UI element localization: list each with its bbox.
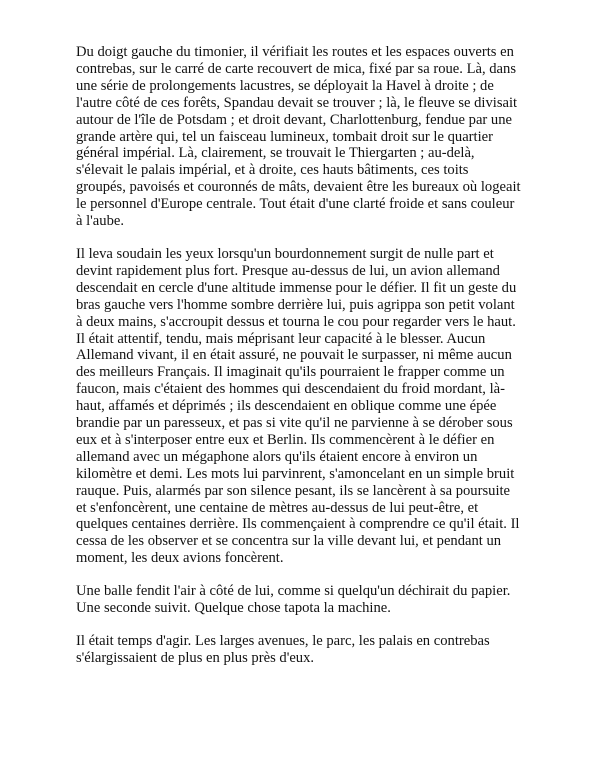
text-line: à deux mains, s'accroupit dessus et tourna le cou pour regarder vers le haut. [76, 313, 516, 330]
text-line: kilomètre et demi. Les mots lui parvinrent, s'amoncelant en un simple bruit [76, 465, 515, 482]
text-line: eux et à s'interposer entre eux et Berlin. Ils commencèrent à le défier en [76, 431, 495, 448]
document-page [76, 44, 546, 683]
paragraph-4 [76, 633, 546, 667]
text-line: Il était temps d'agir. Les larges avenues, le parc, les palais en contrebas [76, 633, 490, 649]
text-line: devint rapidement plus fort. Presque au-dessus de lui, un avion allemand [76, 262, 500, 279]
text-line: autour de l'île de Potsdam ; et droit devant, Charlottenburg, fendue par une [76, 111, 513, 128]
text-line: s'élevait le palais impérial, et à droite, ces hauts bâtiments, ces toits [76, 162, 469, 179]
paragraph-1 [76, 44, 546, 230]
text-line: et s'enfoncèrent, une centaine de mètres au-dessus de lui peut-être, et [76, 499, 479, 516]
text-line: rauque. Puis, alarmés par son silence pesant, ils se lancèrent à sa poursuite [76, 482, 511, 499]
text-line: Il leva soudain les yeux lorsqu'un bourdonnement surgit de nulle part et [76, 245, 494, 262]
text-line: haut, affamés et déprimés ; ils descendaient en oblique comme une épée [76, 398, 497, 415]
text-line: Il était attentif, tendu, mais méprisant leur capacité à le blesser. Aucun [76, 330, 486, 347]
text-line: l'autre côté de ces forêts, Spandau devait se trouver ; là, le fleuve se divisait [76, 94, 518, 111]
text-line: des meilleurs Français. Il imaginait qu'ils pourraient le frapper comme un [76, 364, 505, 381]
text-line: quelques centaines derrière. Ils commençaient à comprendre ce qu'il était. Il [76, 516, 520, 533]
text-line: Allemand vivant, il en était assuré, ne pouvait le surpasser, ni même aucun [76, 347, 512, 364]
text-line: le personnel d'Europe centrale. Tout était d'une clarté froide et sans couleur [76, 196, 515, 213]
text-line: descendait en cercle d'une altitude immense pour le défier. Il fit un geste du [76, 279, 517, 296]
text-line: allemand avec un mégaphone alors qu'ils étaient encore à environ un [76, 448, 478, 465]
paragraph-3 [76, 583, 546, 617]
text-line: faucon, mais c'étaient des hommes qui descendaient du froid mordant, là- [76, 381, 505, 398]
text-line: général impérial. Là, clairement, se trouvait le Thiergarten ; au-delà, [76, 145, 475, 162]
text-line: grande artère qui, tel un faisceau lumineux, tombait droit sur le quartier [76, 128, 493, 145]
text-line: Du doigt gauche du timonier, il vérifiait les routes et les espaces ouverts en [76, 44, 514, 60]
text-line: Une balle fendit l'air à côté de lui, comme si quelqu'un déchirait du papier. [76, 583, 511, 600]
text-line: groupés, pavoisés et couronnés de mâts, devaient être les bureaux où logeait [76, 179, 521, 196]
text-line: contrebas, sur le carré de carte recouvert de mica, fixé par sa roue. Là, dans [76, 60, 517, 77]
text-line: moment, les deux avions foncèrent. [76, 550, 284, 567]
text-line: une série de prolongements lacustres, se déployait la Havel à droite ; de [76, 77, 494, 94]
text-line: à l'aube. [76, 213, 125, 230]
text-line: bras gauche vers l'homme sombre derrière lui, puis agrippa son petit volant [76, 296, 515, 313]
text-line: cessa de les observer et se concentra sur la ville devant lui, et pendant un [76, 533, 502, 550]
paragraph-2 [76, 246, 546, 567]
text-line: Une seconde suivit. Quelque chose tapota la machine. [76, 600, 391, 617]
text-line: s'élargissaient de plus en plus près d'eux. [76, 649, 315, 666]
text-line: brandie par un paresseux, et pas si vite qu'il ne parvienne à se dérober sous [76, 415, 513, 432]
